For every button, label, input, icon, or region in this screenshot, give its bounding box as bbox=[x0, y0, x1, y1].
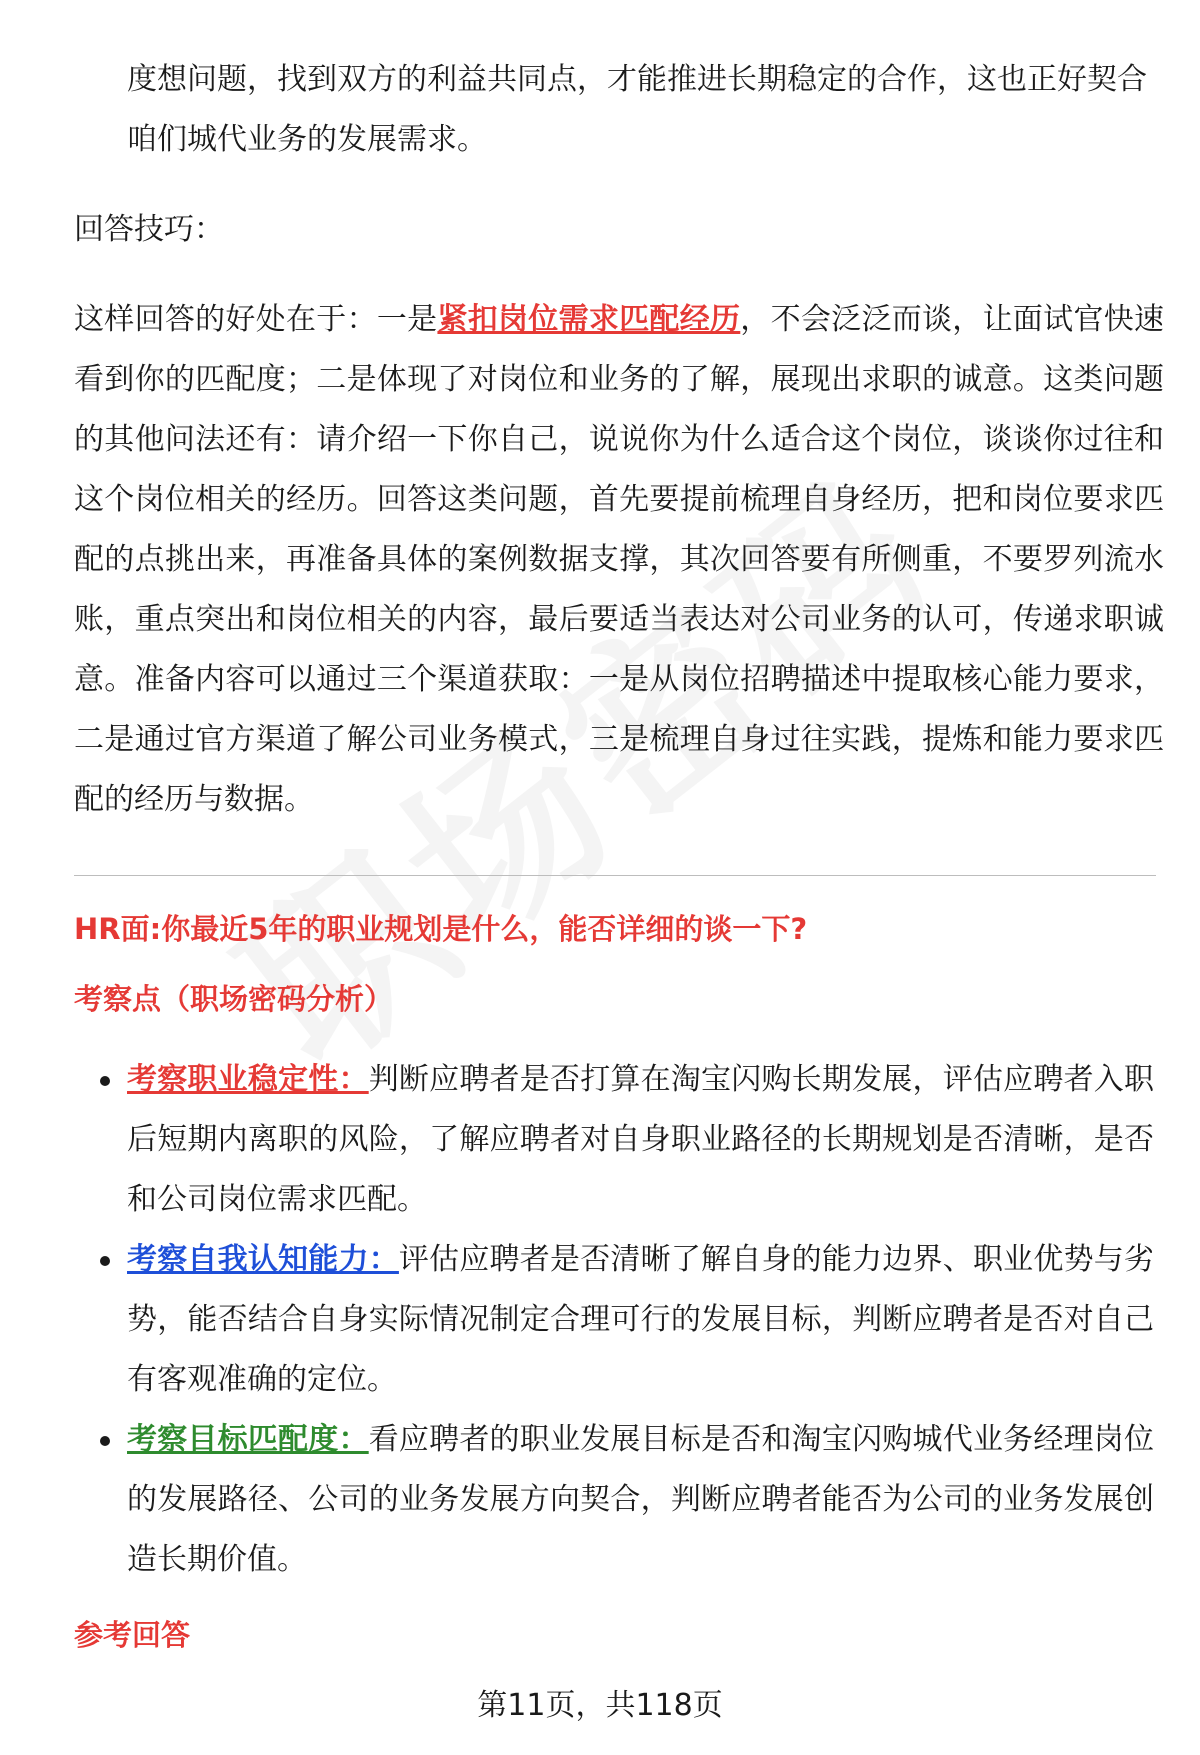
point-label: 考察自我认知能力： bbox=[127, 1242, 399, 1277]
analysis-point-goal-match bbox=[74, 1410, 1154, 1590]
continuation-paragraph: 度想问题，找到双方的利益共同点，才能推进长期稳定的合作，这也正好契合咱们城代业务的发展需求。 bbox=[127, 62, 1147, 157]
tips-intro: 这样回答的好处在于：一是 bbox=[74, 302, 438, 337]
bullet-dot-icon bbox=[100, 1256, 110, 1266]
page-footer: 第11页，共118页 bbox=[477, 1688, 723, 1723]
tips-rest: ，不会泛泛而谈，让面试官快速看到你的匹配度；二是体现了对岗位和业务的了解，展现出求职的诚意。这类问题的其他问法还有：请介绍一下你自己，说说你为什么适合这个岗位，谈谈你过往和这个岗位相关的经历。回答这类问题，首先要提前梳理自身经历，把和岗位要求匹配的点挑出来，再准备具体的案例数据支撑，其次回答要有所侧重，不要罗列流水账，重点突出和岗位相关的内容，最后要适当表达对公司业务的认可，传递求职诚意。准备内容可以通过三个渠道获取：一是从岗位招聘描述中提取核心能力要求，二是通过官方渠道了解公司业务模式，三是梳理自身过往实践，提炼和能力要求匹配的经历与数据。 bbox=[74, 302, 1165, 817]
analysis-points bbox=[74, 1050, 1154, 1590]
tips-highlight: 紧扣岗位需求匹配经历 bbox=[437, 302, 741, 337]
analysis-point-stability bbox=[74, 1050, 1154, 1230]
tips-paragraph bbox=[74, 290, 1164, 830]
analysis-point-self-awareness bbox=[74, 1230, 1154, 1410]
analysis-subtitle: 考察点（职场密码分析） bbox=[74, 982, 394, 1016]
point-text: 看应聘者的职业发展目标是否和淘宝闪购城代业务经理岗位的发展路径、公司的业务发展方向契合，判断应聘者能否为公司的业务发展创造长期价值。 bbox=[127, 1422, 1155, 1577]
point-label: 考察职业稳定性： bbox=[127, 1062, 369, 1097]
point-label: 考察目标匹配度： bbox=[127, 1422, 369, 1457]
bullet-dot-icon bbox=[100, 1436, 110, 1446]
tips-label: 回答技巧： bbox=[74, 212, 224, 247]
point-text: 评估应聘者是否清晰了解自身的能力边界、职业优势与劣势，能否结合自身实际情况制定合理可行的发展目标，判断应聘者是否对自己有客观准确的定位。 bbox=[127, 1242, 1155, 1397]
reference-answer-title: 参考回答 bbox=[74, 1618, 191, 1652]
question-title: HR面:你最近5年的职业规划是什么，能否详细的谈一下? bbox=[74, 912, 808, 946]
point-text: 判断应聘者是否打算在淘宝闪购长期发展，评估应聘者入职后短期内离职的风险，了解应聘者对自身职业路径的长期规划是否清晰，是否和公司岗位需求匹配。 bbox=[127, 1062, 1155, 1217]
section-divider bbox=[74, 875, 1156, 876]
bullet-dot-icon bbox=[100, 1076, 110, 1086]
